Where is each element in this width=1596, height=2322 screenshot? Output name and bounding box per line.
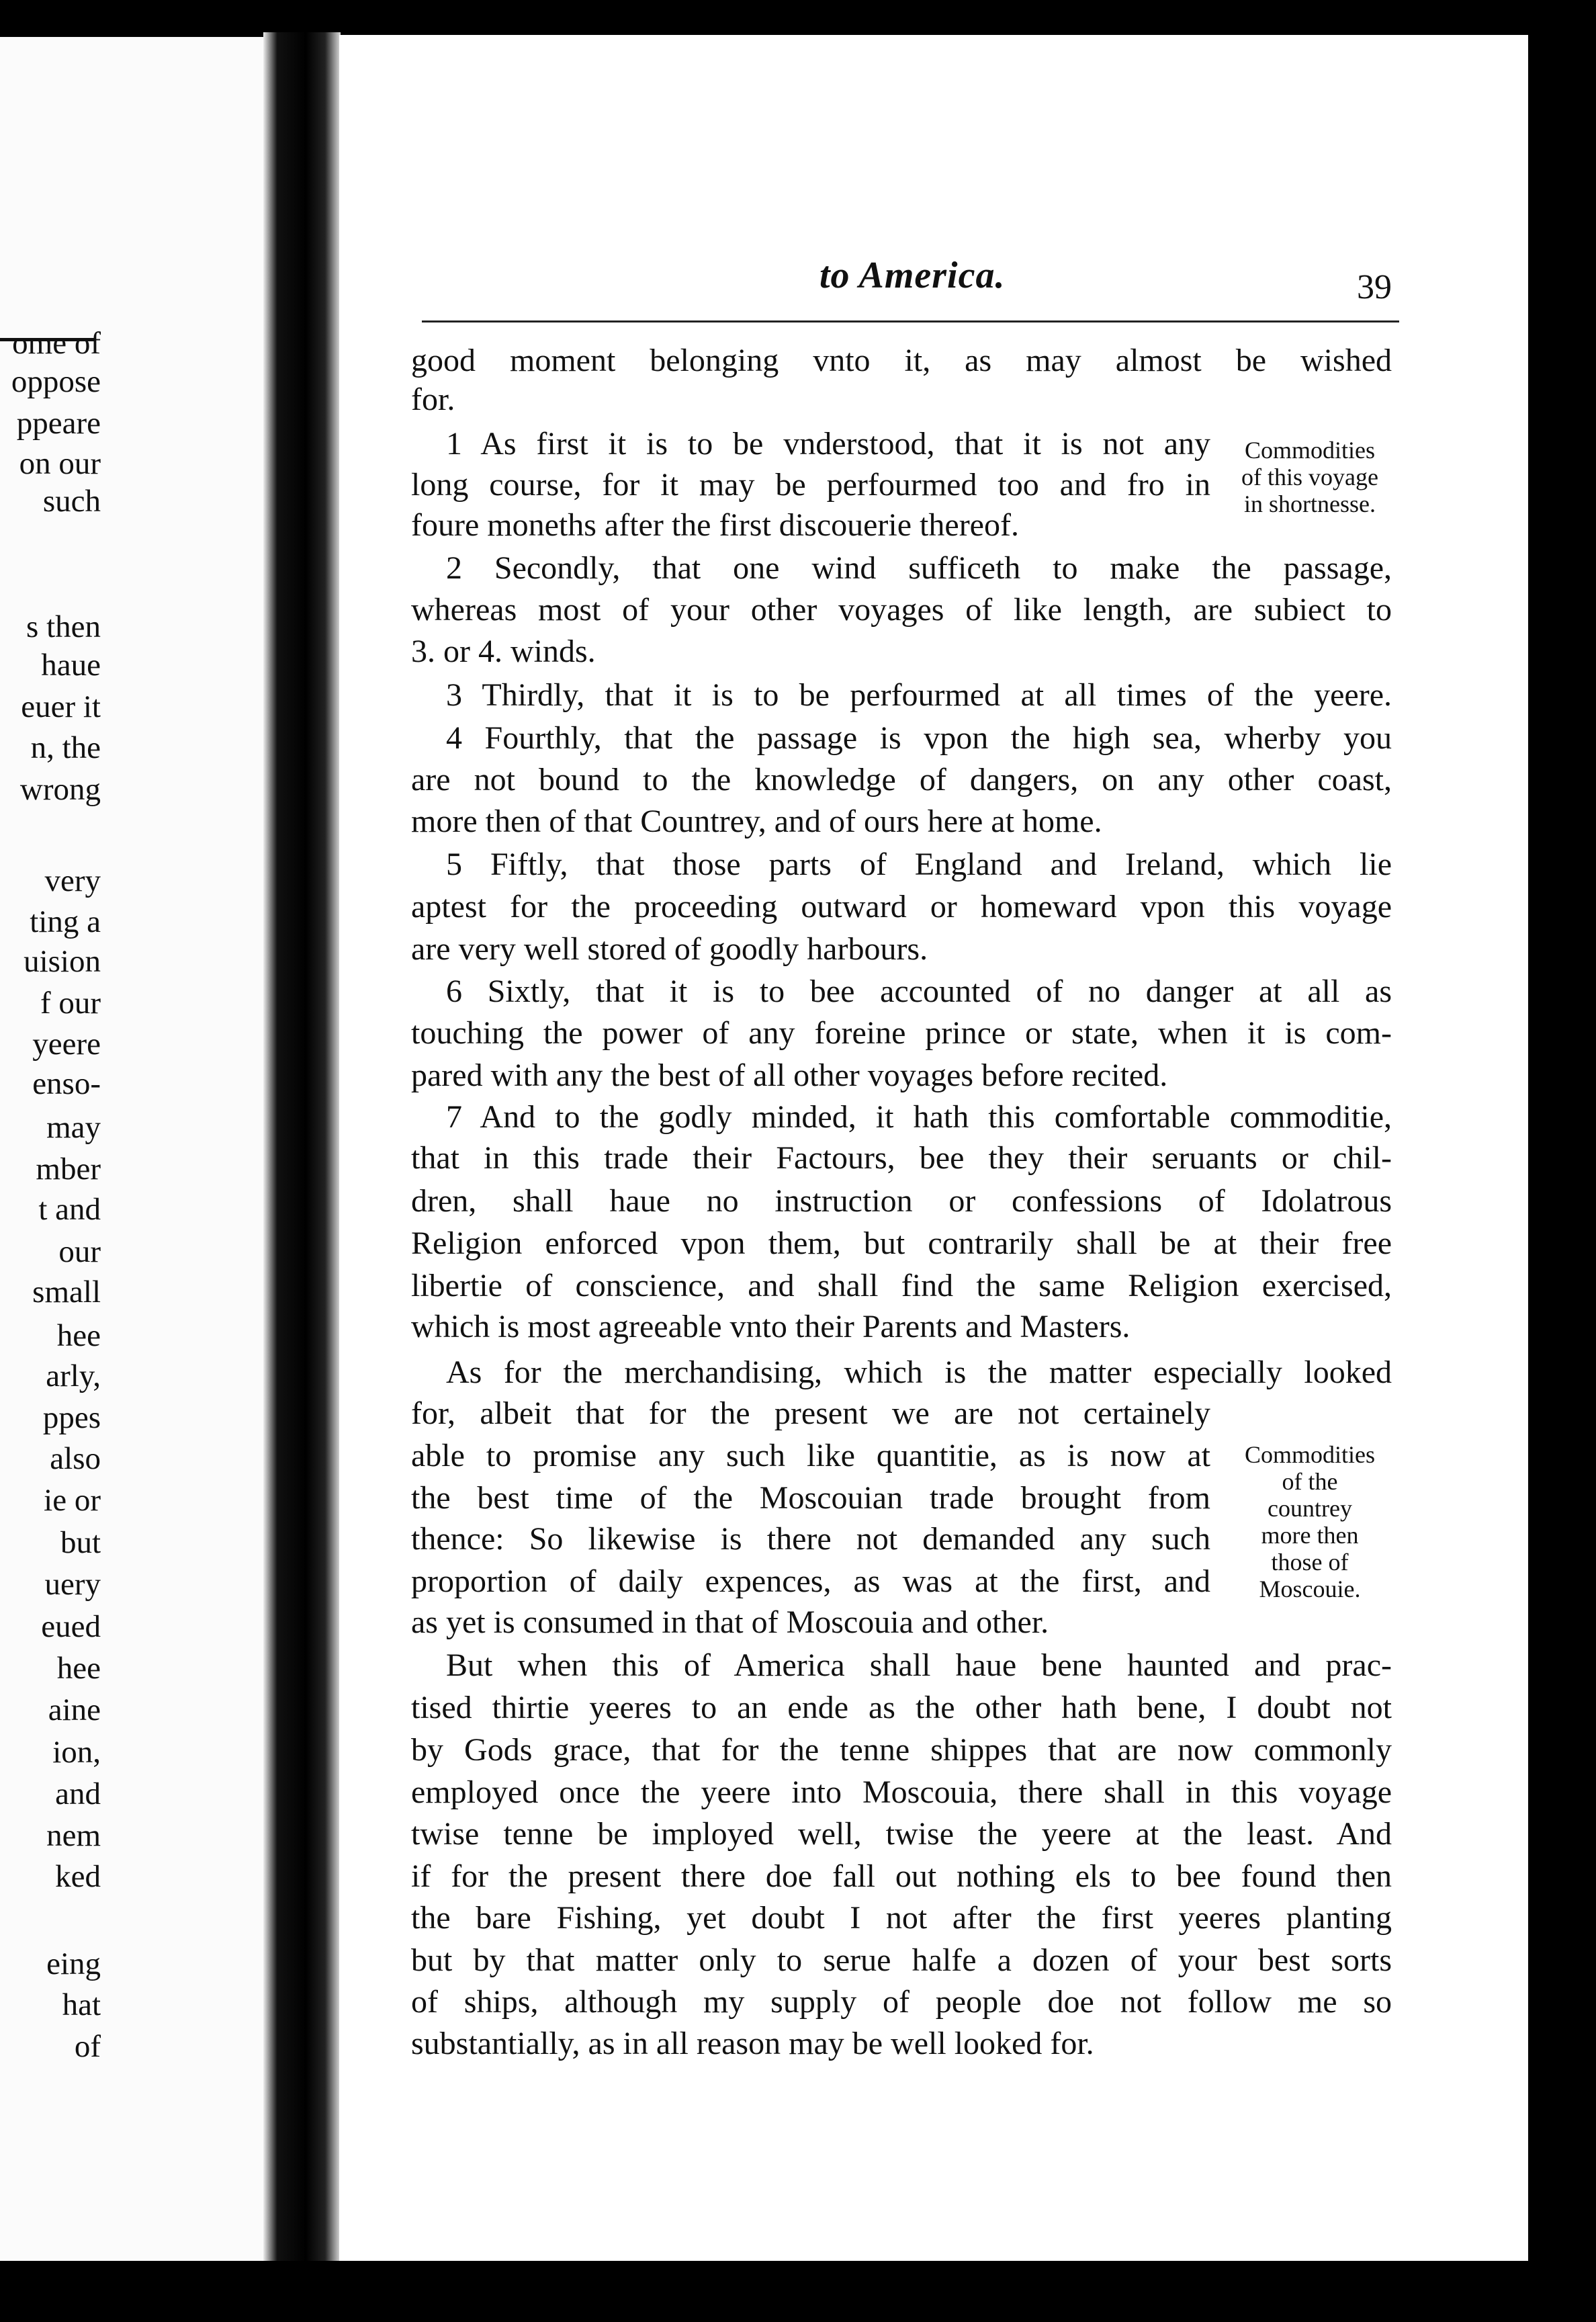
left-fragment: but [60, 1525, 101, 1560]
text-line: but by that matter only to serue halfe a dozen of your best sorts [411, 1942, 1392, 1978]
margin-note-line: of this voyage [1241, 464, 1378, 490]
text-line: twise tenne be imployed well, twise the yeere at the least. And [411, 1816, 1392, 1852]
left-fragment: uision [24, 944, 101, 979]
text-line: substantially, as in all reason may be well looked for. [411, 2026, 1094, 2061]
text-line: libertie of conscience, and shall find the same Religion exercised, [411, 1268, 1392, 1303]
margin-note-line: in shortnesse. [1244, 490, 1376, 517]
left-fragment: and [55, 1776, 101, 1811]
text-line: aptest for the proceeding outward or homeward vpon this voyage [411, 889, 1392, 924]
text-line: are very well stored of goodly harbours. [411, 931, 928, 967]
left-fragment: on our [19, 446, 101, 481]
scan-border-bottom [0, 2261, 1596, 2322]
text-line: pared with any the best of all other voyages before recited. [411, 1058, 1168, 1093]
left-fragment: yeere [32, 1027, 101, 1062]
left-fragment: eing [46, 1946, 101, 1981]
margin-note-line: Commodities [1244, 437, 1375, 464]
text-line: 4 Fourthly, that the passage is vpon the high sea, wherby you [446, 720, 1392, 756]
left-fragment: ppes [42, 1400, 101, 1435]
margin-note-voyage [1212, 437, 1407, 517]
text-line: if for the present there doe fall out nothing els to bee found then [411, 1858, 1392, 1894]
text-line: 5 Fiftly, that those parts of England and Ireland, which lie [446, 847, 1392, 882]
left-fragment: t and [38, 1192, 101, 1227]
left-fragment: hat [62, 1987, 101, 2022]
margin-note-countrey [1212, 1441, 1407, 1602]
left-fragment: our [58, 1234, 101, 1269]
text-line: are not bound to the knowledge of dangers, on any other coast, [411, 762, 1392, 798]
margin-note-line: of the [1282, 1468, 1338, 1495]
left-fragment: ion, [52, 1735, 101, 1770]
text-line: foure moneths after the first discouerie thereof. [411, 507, 1019, 543]
text-line: which is most agreeable vnto their Parents and Masters. [411, 1309, 1130, 1344]
margin-note-line: more then [1261, 1522, 1359, 1549]
text-line: 3 Thirdly, that it is to be perfourmed at all times of the yeere. [446, 677, 1392, 713]
left-fragment: nem [46, 1818, 101, 1853]
margin-note-line: those of [1271, 1549, 1349, 1576]
left-fragment: hee [56, 1651, 101, 1686]
margin-note-line: Moscouie. [1259, 1576, 1361, 1602]
left-fragment: wrong [19, 772, 101, 807]
text-line: Religion enforced vpon them, but contrarily shall be at their free [411, 1226, 1392, 1261]
book-gutter [263, 32, 341, 2270]
text-line: dren, shall haue no instruction or confessions of Idolatrous [411, 1183, 1392, 1219]
text-line: for, albeit that for the present we are not certainely [411, 1395, 1210, 1431]
left-fragment: ome of [12, 326, 101, 361]
left-fragment: n, the [30, 730, 101, 765]
text-line: 6 Sixtly, that it is to bee accounted of no danger at all as [446, 974, 1392, 1009]
left-fragment: s then [26, 609, 101, 644]
text-line: 7 And to the godly minded, it hath this comfortable commoditie, [446, 1099, 1392, 1135]
left-fragment: of [74, 2029, 101, 2064]
text-line: whereas most of your other voyages of like length, are subiect to [411, 592, 1392, 628]
left-fragment: haue [41, 648, 101, 683]
text-line: that in this trade their Factours, bee they their seruants or chil- [411, 1140, 1392, 1176]
left-fragment: f our [40, 986, 101, 1021]
left-fragment: eued [41, 1609, 101, 1644]
text-line: as yet is consumed in that of Moscouia and other. [411, 1604, 1049, 1640]
text-line: of ships, although my supply of people doe not follow me so [411, 1984, 1392, 2020]
margin-note-line: countrey [1268, 1495, 1352, 1522]
left-fragment: arly, [46, 1359, 101, 1393]
text-line: thence: So likewise is there not demanded any such [411, 1521, 1210, 1557]
text-line: for. [411, 382, 455, 417]
left-fragment: aine [48, 1692, 101, 1727]
text-line: employed once the yeere into Moscouia, there shall in this voyage [411, 1774, 1392, 1810]
page-number: 39 [1357, 268, 1392, 306]
left-fragment: hee [56, 1318, 101, 1353]
text-line: touching the power of any foreine prince or state, when it is com- [411, 1015, 1392, 1051]
text-line: by Gods grace, that for the tenne shippes that are now commonly [411, 1732, 1392, 1768]
header-rule [422, 320, 1399, 322]
left-fragment: ppeare [16, 406, 101, 441]
left-fragment: very [44, 863, 101, 898]
text-line: good moment belonging vnto it, as may almost be wished [411, 343, 1392, 378]
text-line: tised thirtie yeeres to an ende as the other hath bene, I doubt not [411, 1690, 1392, 1725]
text-line: the bare Fishing, yet doubt I not after the first yeeres planting [411, 1900, 1392, 1936]
left-fragment: also [50, 1441, 101, 1476]
left-fragment: such [42, 484, 101, 519]
left-fragment: oppose [11, 364, 101, 399]
scan-border-right [1528, 0, 1596, 2322]
text-line: able to promise any such like quantitie, as is now at [411, 1438, 1210, 1473]
left-fragment: ting a [30, 904, 101, 939]
left-fragment: ie or [44, 1483, 101, 1518]
left-fragment: mber [36, 1152, 101, 1187]
left-fragment: ked [55, 1859, 101, 1894]
text-line: As for the merchandising, which is the matter especially looked [446, 1354, 1392, 1390]
text-line: 1 As first it is to be vnderstood, that it is not any [446, 426, 1210, 462]
left-page [0, 37, 265, 2268]
text-line: the best time of the Moscouian trade brought from [411, 1480, 1210, 1516]
left-fragment: small [32, 1275, 101, 1309]
left-fragment: enso- [32, 1066, 101, 1101]
text-line: 3. or 4. winds. [411, 634, 596, 669]
text-line: 2 Secondly, that one wind sufficeth to make the passage, [446, 550, 1392, 586]
left-fragment: may [46, 1110, 101, 1145]
text-line: But when this of America shall haue bene haunted and prac- [446, 1647, 1392, 1683]
running-head: to America. [819, 255, 1006, 296]
left-fragment: euer it [21, 689, 101, 724]
text-line: proportion of daily expences, as was at the first, and [411, 1563, 1210, 1599]
text-line: more then of that Countrey, and of ours here at home. [411, 804, 1102, 839]
left-fragment: uery [44, 1567, 101, 1602]
margin-note-line: Commodities [1244, 1441, 1375, 1468]
text-line: long course, for it may be perfourmed too and fro in [411, 467, 1210, 503]
